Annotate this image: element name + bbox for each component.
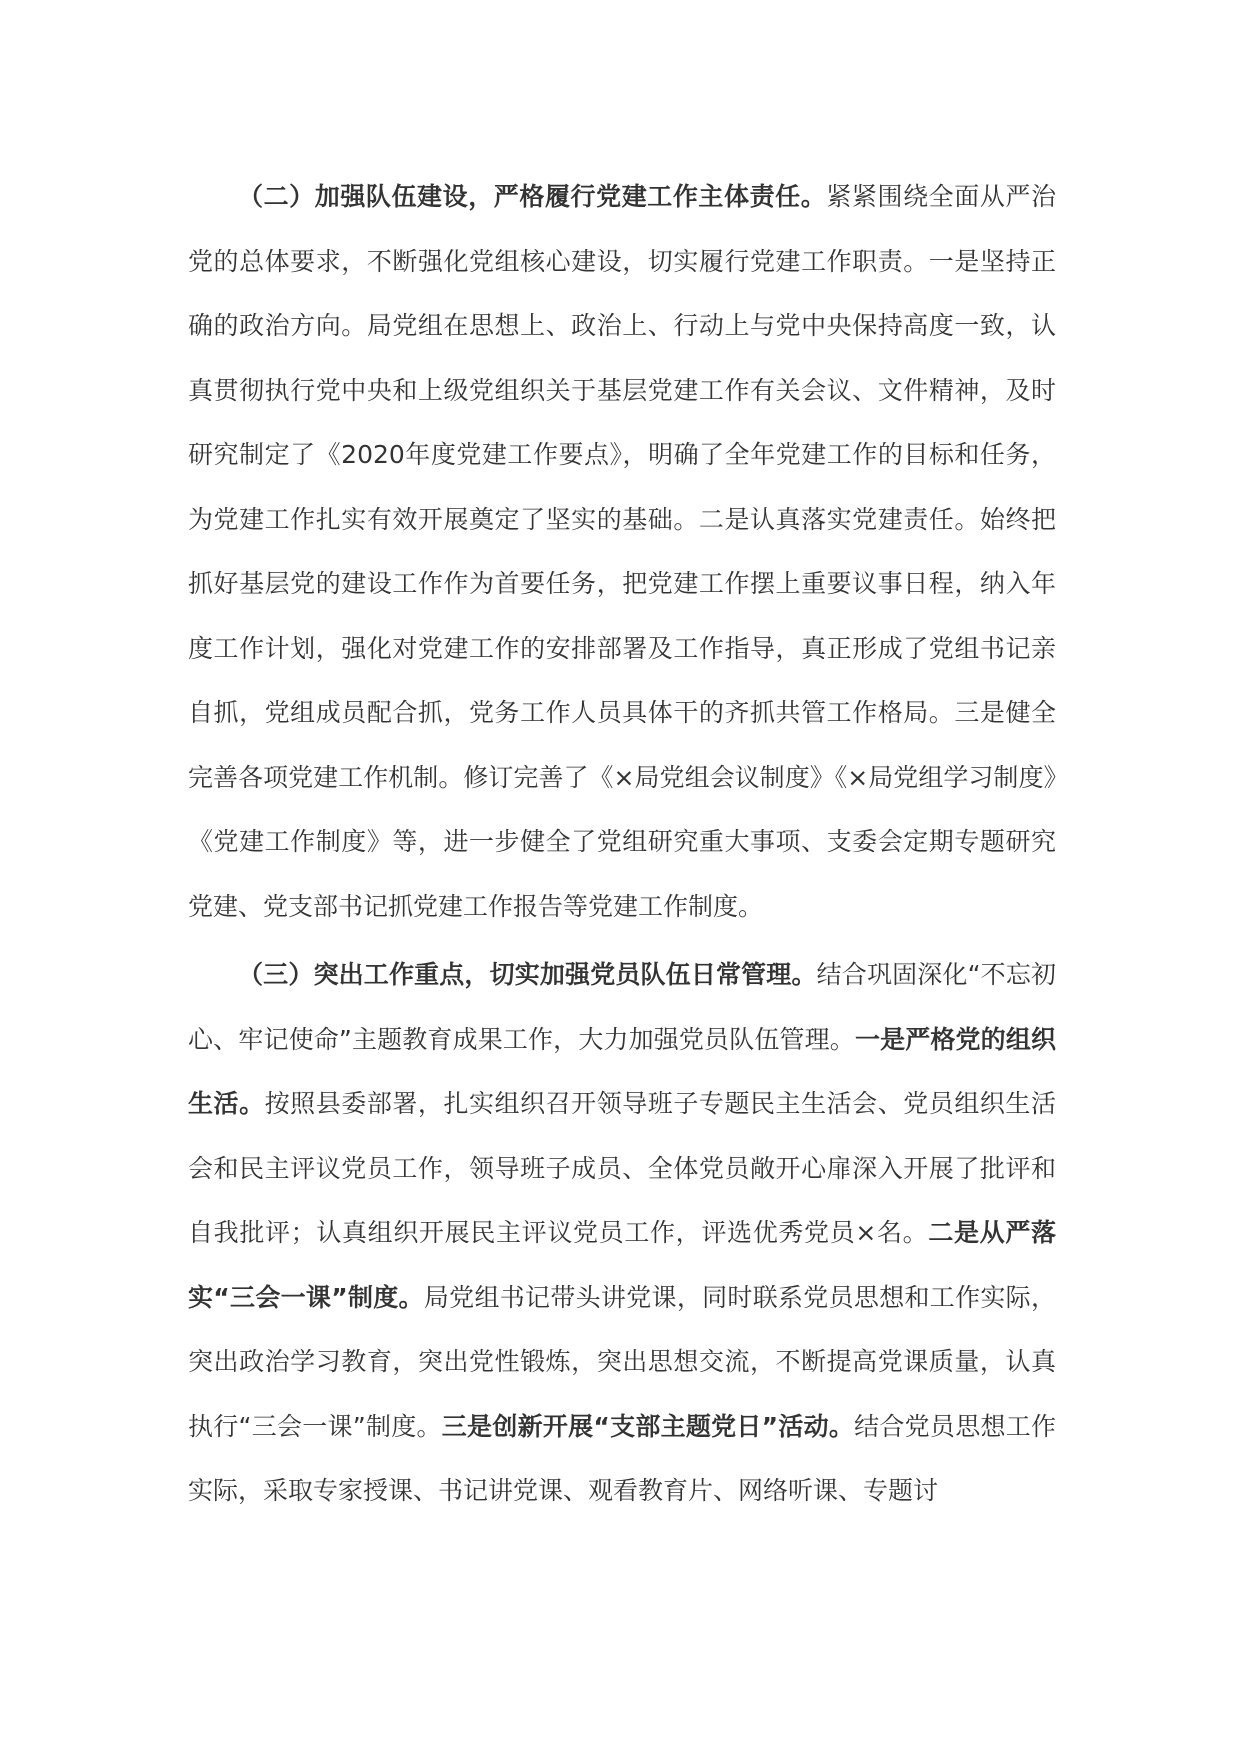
paragraph-body: 按照县委部署，扎实组织召开领导班子专题民主生活会、党员组织生活会和民主评议党员工作，领导班子成员、全体党员敞开心扉深入开展了批评和自我批评；认真组织开展民主评议党员工作，评选优秀党员×名。: [188, 1089, 1056, 1247]
paragraph-body: 结合巩固深化“不忘初心、牢记使命”主题教育成果工作，大力加强党员队伍管理。: [188, 960, 1056, 1054]
paragraph-body: 结合党员思想工作实际，采取专家授课、书记讲党课、观看教育片、网络听课、专题讨: [188, 1411, 1056, 1505]
bold-phrase: 三是创新开展“支部主题党日”活动。: [441, 1411, 855, 1441]
paragraph-heading: （二）加强队伍建设，严格履行党建工作主体责任。: [238, 182, 827, 211]
bold-phrase: 二是从严落实“三会一课”制度。: [188, 1218, 1056, 1312]
paragraph-heading: （三）突出工作重点，切实加强党员队伍日常管理。: [238, 960, 817, 989]
paragraph-body: 紧紧围绕全面从严治党的总体要求，不断强化党组核心建设，切实履行党建工作职责。一是坚持正确的政治方向。局党组在思想上、政治上、行动上与党中央保持高度一致，认真贯彻执行党中央和上级党组织关于基层党建工作有关会议、文件精神，及时研究制定了《2020年度党建工作要点》，明确了全年党建工作的目标和任务，为党建工作扎实有效开展奠定了坚实的基础。二是认真落实党建责任。始终把抓好基层党的建设工作作为首要任务，把党建工作摆上重要议事日程，纳入年度工作计划，强化对党建工作的安排部署及工作指导，真正形成了党组书记亲自抓，党组成员配合抓，党务工作人员具体干的齐抓共管工作格局。三是健全完善各项党建工作机制。修订完善了《×局党组会议制度》《×局党组学习制度》《党建工作制度》等，进一步健全了党组研究重大事项、支委会定期专题研究党建、党支部书记抓党建工作报告等党建工作制度。: [188, 182, 1056, 921]
paragraph-section-3: [188, 943, 1056, 1524]
paragraph-section-2: [188, 165, 1056, 939]
paragraph-body: 局党组书记带头讲党课，同时联系党员思想和工作实际，突出政治学习教育，突出党性锻炼，突出思想交流，不断提高党课质量，认真执行“三会一课”制度。: [188, 1282, 1056, 1441]
bold-phrase: 一是严格党的组织生活。: [188, 1024, 1056, 1118]
document-page: [188, 165, 1056, 1524]
